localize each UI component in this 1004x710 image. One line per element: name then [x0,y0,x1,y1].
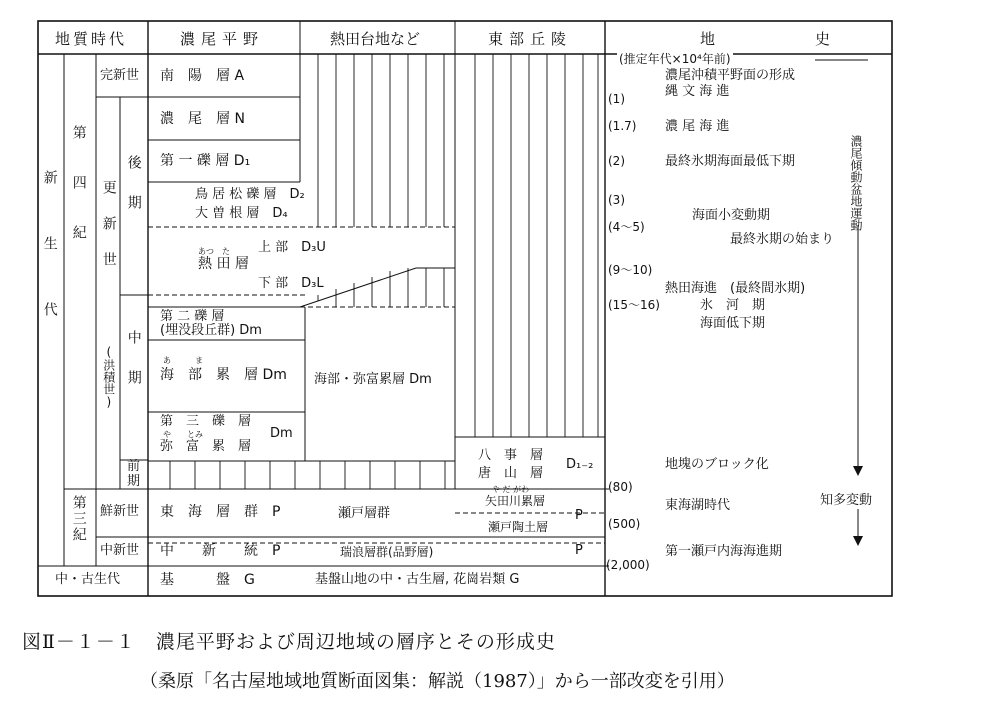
age-80: (80) [608,480,633,494]
furigana-ama: あ ま [163,356,203,365]
header-atsuta: 熱田台地など [330,30,421,48]
event-sea-fall: 海面低下期 [700,316,766,331]
event-small-fluctuation: 海面小変動期 [692,208,771,223]
layer-seto: 瀬戸層群 [338,506,391,521]
layer-toriimatsu: 鳥 居 松 礫 層 D₂ [195,187,305,202]
header-east: 東部丘陵 [488,30,573,48]
event-jomon: 縄 文 海 進 [665,84,730,99]
event-alluvial-plain: 濃尾沖積平野面の形成 [665,68,796,83]
era-pre-tertiary: 中・古生代 [55,572,121,587]
layer-d3-dm: Dm [270,426,293,441]
era-holocene: 完新世 [100,68,140,83]
layer-atsuta-upper: 上 部 D₃U [258,240,326,255]
layer-d1: 第 一 礫 層 D₁ [160,153,251,169]
header-history-b: 史 [815,30,831,48]
era-diluvium: (洪積世) [101,345,116,409]
layer-ohsone: 大 曽 根 層 D₄ [195,206,288,221]
layer-basement: 基盤山地の中・古生層, 花崗岩類 G [315,572,520,587]
era-cenozoic: 新生代 [41,170,58,368]
layer-atsuta: 熱 田 層 [198,256,249,272]
age-15-16: (15～16) [608,298,660,312]
event-lowest-sea: 最終氷期海面最低下期 [665,154,796,169]
layer-d12: D₁₋₂ [566,457,594,472]
era-pleistocene: 更新世 [100,180,117,288]
era-early-a: 前 [127,459,141,474]
layer-nobi: 濃 尾 層 N [160,111,245,127]
layer-nanyo: 南 陽 層 A [160,68,245,84]
era-middle: 中期 [125,330,142,410]
age-2000: (2,000) [606,558,650,572]
furigana-atsuta: あつ た [198,247,230,256]
figure-caption-source: （桑原「名古屋地域地質断面図集：解説（1987）」から一部改変を引用） [140,671,735,692]
figure-caption-title: 図Ⅱ－１－１ 濃尾平野および周辺地域の層序とその形成史 [22,631,556,653]
event-seto-inland: 第一瀬戸内海海進期 [665,544,783,559]
age-1-7: (1.7) [608,119,637,133]
age-4-5: (4～5) [608,220,645,234]
era-miocene: 中新世 [100,543,140,558]
furigana-yatomi: や とみ [163,430,203,439]
age-9-10: (9～10) [608,263,653,277]
layer-hachiji: 八 事 層 [478,448,544,463]
layer-setotoudo: 瀬戸陶土層 [488,520,549,534]
layer-tokai: 東 海 層 群 P [160,504,281,520]
layer-kiban: 基 盤 G [160,572,255,588]
event-nobi-transgression: 濃 尾 海 進 [665,119,730,134]
layer-karayama: 唐 山 層 [478,466,544,481]
layer-ama: 海 部 累 層 Dm [160,367,287,383]
layer-d2-line2: (埋没段丘群) Dm [160,323,262,338]
header-era: 地質時代 [55,30,128,48]
age-500: (500) [608,517,641,531]
event-last-glacial-start: 最終氷期の始まり [730,232,835,247]
header-history-a: 地 [700,30,716,48]
event-atsuta-transgression: 熱田海進 (最終間氷期) [665,281,806,296]
layer-d3-line2: 弥 富 累 層 [160,439,252,454]
history-unit: (推定年代×10⁴年前) [619,52,731,66]
era-quaternary: 第四紀 [70,125,87,275]
era-tertiary: 第三紀 [70,495,87,543]
layer-atsuta-lower: 下 部 D₃L [258,276,324,291]
age-1: (1) [608,92,625,106]
era-late: 後期 [125,155,142,235]
layer-d3-line1: 第 三 礫 層 [160,414,252,429]
age-2: (2) [608,154,625,168]
event-block: 地塊のブロック化 [665,457,769,472]
tectonic-movement-label: 濃尾傾動盆地運動 [849,135,863,231]
layer-mizunami: 瑞浪層群(品野層) [340,545,434,559]
era-early-b: 期 [127,474,141,489]
layer-yadagawa: 矢田川累層 [485,494,546,508]
layer-p-east: P [575,508,583,523]
layer-ama-yatomi: 海部・弥富累層 Dm [314,372,432,387]
event-glacial: 氷 河 期 [700,298,766,313]
furigana-yadagawa: や だ がわ [492,485,530,494]
header-nobi: 濃尾平野 [180,30,265,48]
layer-chushin: 中 新 統 P [160,543,281,559]
age-3: (3) [608,193,625,207]
era-pliocene: 鮮新世 [100,504,140,519]
chita-movement: 知多変動 [820,493,873,508]
layer-d2-line1: 第 二 礫 層 [160,309,225,324]
event-tokai-lake: 東海湖時代 [665,498,731,513]
layer-p-mizunami: P [575,543,583,558]
